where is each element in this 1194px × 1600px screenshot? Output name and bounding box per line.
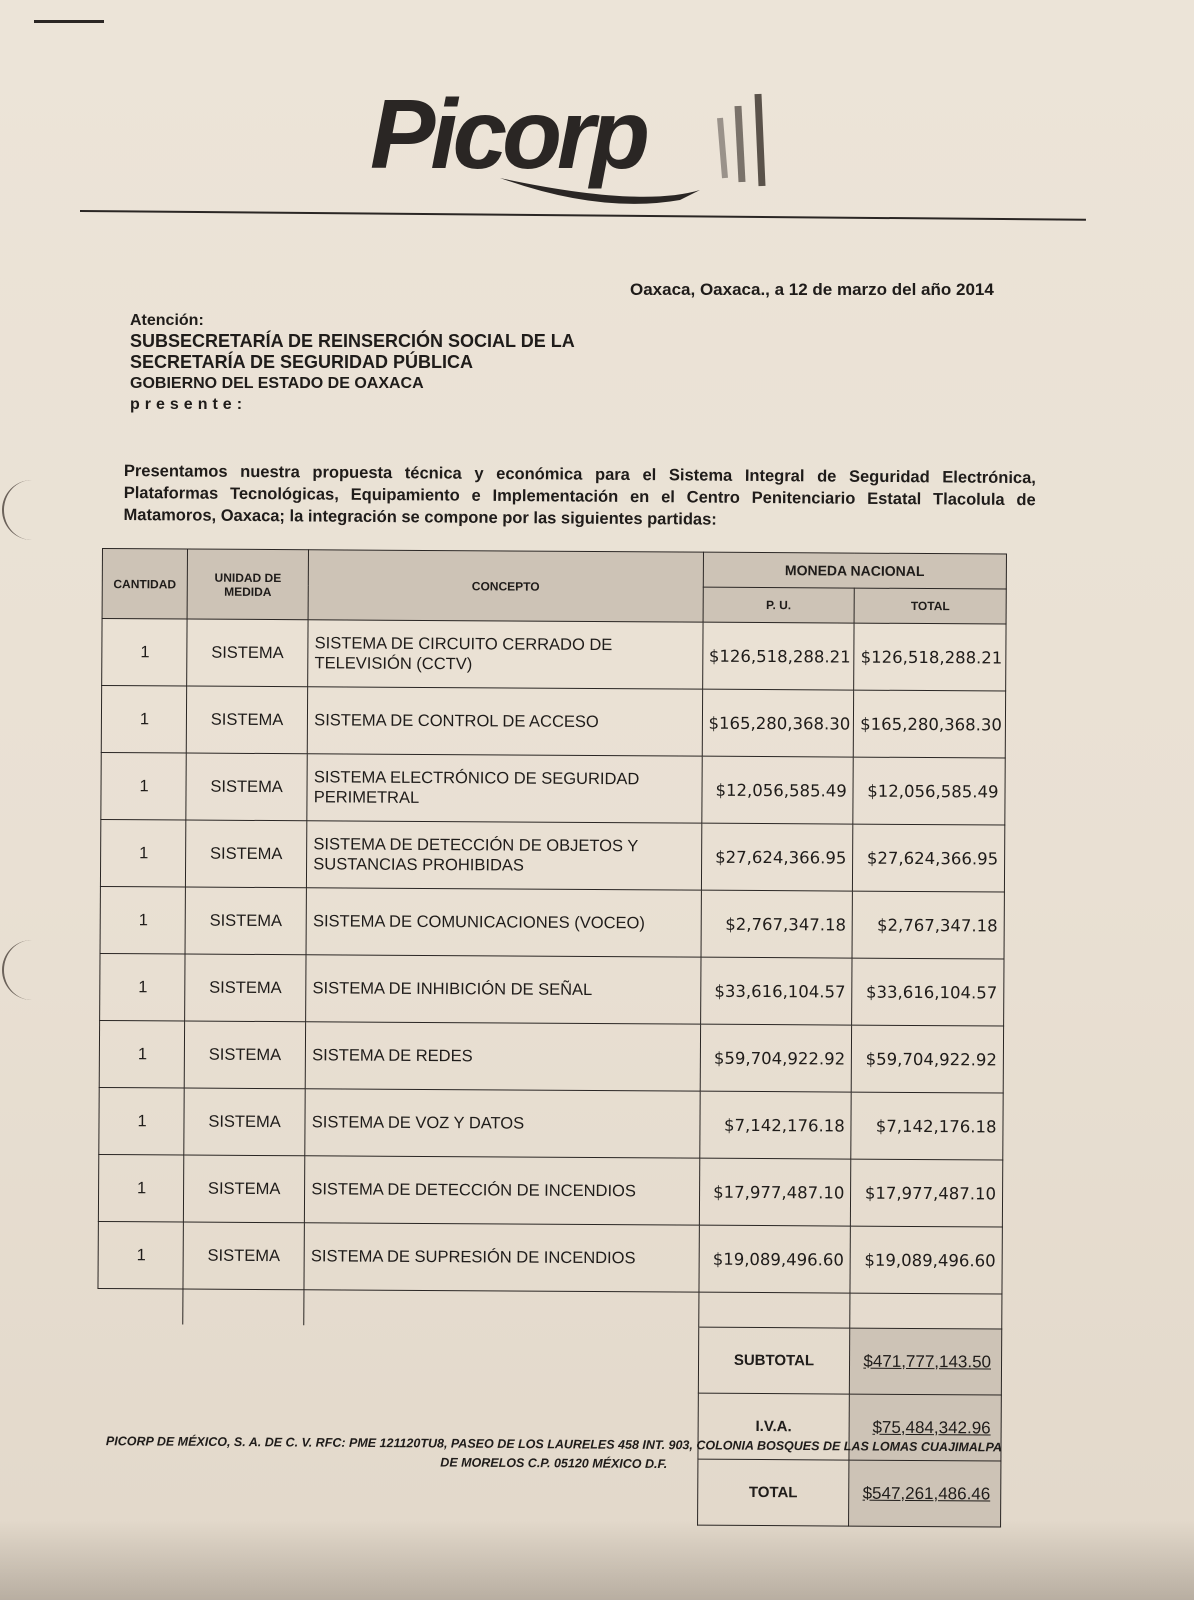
- row-qty: 1: [100, 886, 185, 954]
- corner-mark: [34, 20, 104, 23]
- row-concept: SISTEMA DE DETECCIÓN DE INCENDIOS: [305, 1156, 700, 1225]
- row-concept: SISTEMA DE CIRCUITO CERRADO DE TELEVISIÓN (CCTV): [308, 620, 703, 689]
- header-unidad: UNIDAD DE MEDIDA: [187, 549, 309, 620]
- row-unit: SISTEMA: [184, 1021, 306, 1089]
- subtotal-label: SUBTOTAL: [698, 1327, 850, 1394]
- logo-text: Picorp: [370, 79, 645, 189]
- row-pu: $165,280,368.30: [702, 689, 854, 757]
- row-pu: $17,977,487.10: [699, 1158, 851, 1226]
- logo-swoosh-icon: [380, 78, 800, 208]
- row-total: $59,704,922.92: [851, 1025, 1003, 1093]
- table-row: [102, 619, 1006, 692]
- presente-line: presente:: [130, 396, 248, 413]
- row-unit: SISTEMA: [185, 954, 307, 1022]
- row-qty: 1: [101, 686, 186, 754]
- row-qty: 1: [99, 1020, 184, 1088]
- photo-shadow: [0, 1520, 1194, 1600]
- table-row: [99, 1087, 1003, 1160]
- row-total: $27,624,366.95: [853, 824, 1005, 892]
- row-qty: 1: [99, 1087, 184, 1155]
- total-value: $547,261,486.46: [849, 1460, 1001, 1527]
- recipient-block: [130, 310, 575, 415]
- recipient-line-3: GOBIERNO DEL ESTADO DE OAXACA: [130, 375, 424, 392]
- row-total: $19,089,496.60: [850, 1226, 1002, 1294]
- row-concept: SISTEMA DE INHIBICIÓN DE SEÑAL: [306, 955, 701, 1024]
- header-concepto: CONCEPTO: [308, 550, 703, 622]
- table-row: [101, 686, 1005, 759]
- row-pu: $19,089,496.60: [699, 1225, 851, 1293]
- total-label: TOTAL: [697, 1459, 849, 1526]
- row-qty: 1: [100, 819, 185, 887]
- table-row: [100, 953, 1004, 1026]
- row-total: $165,280,368.30: [854, 690, 1006, 758]
- row-pu: $7,142,176.18: [699, 1091, 851, 1159]
- row-unit: SISTEMA: [186, 753, 308, 821]
- row-total: $17,977,487.10: [851, 1159, 1003, 1227]
- row-total: $33,616,104.57: [852, 958, 1004, 1026]
- table-row: [99, 1020, 1003, 1093]
- recipient-line-1: SUBSECRETARÍA DE REINSERCIÓN SOCIAL DE LA: [130, 331, 575, 351]
- iva-label: I.V.A.: [698, 1393, 850, 1460]
- row-unit: SISTEMA: [187, 619, 309, 687]
- company-footer: [84, 1432, 1024, 1477]
- row-pu: $27,624,366.95: [701, 823, 853, 891]
- row-concept: SISTEMA ELECTRÓNICO DE SEGURIDAD PERIMETRAL: [307, 754, 702, 823]
- quote-table: [96, 548, 1007, 1528]
- row-unit: SISTEMA: [185, 887, 307, 955]
- company-logo: [370, 78, 790, 208]
- attention-label: Atención:: [130, 312, 204, 329]
- row-unit: SISTEMA: [186, 686, 308, 754]
- blank-row: [98, 1288, 1002, 1329]
- row-total: $2,767,347.18: [852, 891, 1004, 959]
- table-row: [100, 819, 1004, 892]
- table-row: [98, 1154, 1002, 1227]
- row-qty: 1: [101, 752, 186, 820]
- header-moneda: MONEDA NACIONAL: [703, 552, 1007, 589]
- row-concept: SISTEMA DE DETECCIÓN DE OBJETOS Y SUSTANCIAS PROHIBIDAS: [307, 821, 702, 890]
- table-row: [100, 886, 1004, 959]
- recipient-line-2: SECRETARÍA DE SEGURIDAD PÚBLICA: [130, 352, 474, 372]
- row-concept: SISTEMA DE VOZ Y DATOS: [305, 1089, 700, 1158]
- row-concept: SISTEMA DE COMUNICACIONES (VOCEO): [306, 888, 701, 957]
- row-total: $12,056,585.49: [853, 757, 1005, 825]
- subtotal-row: [97, 1323, 1001, 1395]
- punch-hole-mark: [2, 940, 44, 1000]
- quote-rows: [97, 619, 1006, 1528]
- subtotal-value: $471,777,143.50: [850, 1328, 1002, 1395]
- footer-line-1: PICORP DE MÉXICO, S. A. DE C. V. RFC: PME 121120TU8, PASEO DE LOS LAURELES 458 INT. 903, COLONIA BOSQUES DE LAS LOMAS CUAJIMALPA: [105, 1434, 1002, 1455]
- row-unit: SISTEMA: [183, 1155, 305, 1223]
- row-pu: $33,616,104.57: [700, 957, 852, 1025]
- row-pu: $2,767,347.18: [701, 890, 853, 958]
- table-row: [101, 752, 1005, 825]
- row-unit: SISTEMA: [185, 820, 307, 888]
- table-row: [98, 1221, 1002, 1294]
- row-qty: 1: [102, 619, 187, 687]
- row-qty: 1: [100, 953, 185, 1021]
- row-pu: $12,056,585.49: [701, 756, 853, 824]
- intro-paragraph: Presentamos nuestra propuesta técnica y económica para el Sistema Integral de Seguridad Electrónica, Plataformas Tecnológicas, Equipamiento e Implementación en el Centro Penitenciario Estatal Tlacolula de Matamoros, Oaxaca; la integración se compone por las siguientes partidas:: [123, 461, 1036, 529]
- punch-hole-mark: [2, 480, 44, 540]
- row-pu: $59,704,922.92: [700, 1024, 852, 1092]
- row-unit: SISTEMA: [184, 1088, 306, 1156]
- header-rule: [80, 210, 1086, 221]
- row-total: $7,142,176.18: [851, 1092, 1003, 1160]
- header-cantidad: CANTIDAD: [102, 549, 187, 620]
- header-total: TOTAL: [854, 588, 1006, 624]
- row-concept: SISTEMA DE SUPRESIÓN DE INCENDIOS: [304, 1223, 699, 1292]
- row-unit: SISTEMA: [183, 1222, 305, 1290]
- row-qty: 1: [98, 1221, 183, 1289]
- footer-line-2: DE MORELOS C.P. 05120 MÉXICO D.F.: [440, 1455, 668, 1472]
- date-line: Oaxaca, Oaxaca., a 12 de marzo del año 2014: [630, 280, 994, 299]
- row-concept: SISTEMA DE REDES: [305, 1022, 700, 1091]
- row-total: $126,518,288.21: [854, 623, 1006, 691]
- row-pu: $126,518,288.21: [702, 622, 854, 690]
- row-qty: 1: [98, 1154, 183, 1222]
- row-concept: SISTEMA DE CONTROL DE ACCESO: [308, 687, 703, 756]
- iva-value: $75,484,342.96: [849, 1394, 1001, 1461]
- header-pu: P. U.: [703, 587, 855, 623]
